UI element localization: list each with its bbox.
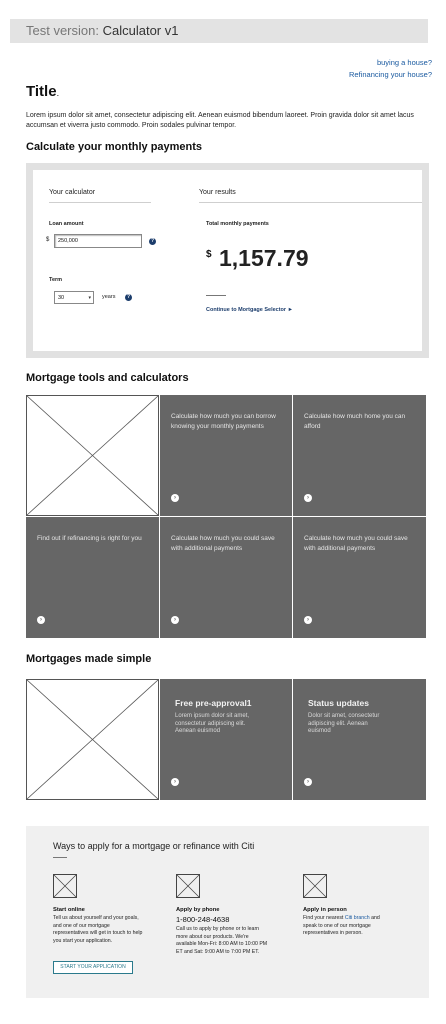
ways-heading: Ways to apply for a mortgage or refinance with Citi: [53, 841, 255, 851]
app-name: Calculator v1: [102, 23, 179, 38]
total-payments-label: Total monthly payments: [206, 221, 269, 227]
apply-phone-title: Apply by phone: [176, 907, 220, 913]
loan-amount-input[interactable]: 250,000: [54, 234, 142, 248]
loan-amount-label: Loan amount: [49, 221, 84, 227]
image-placeholder-icon: [26, 395, 159, 516]
buying-house-link[interactable]: buying a house?: [376, 58, 432, 67]
image-placeholder-icon: [303, 874, 327, 898]
term-select[interactable]: [54, 291, 94, 304]
circle-arrow-icon: ›: [171, 616, 179, 624]
help-icon[interactable]: ?: [150, 238, 155, 244]
tools-grid: [26, 395, 426, 638]
tool-tile-text: Calculate how much you can borrow knowing your monthly payments: [171, 413, 276, 430]
tool-tile[interactable]: [293, 517, 426, 638]
tool-tile[interactable]: [160, 517, 292, 638]
start-application-button[interactable]: START YOUR APPLICATION: [53, 961, 133, 974]
divider: [49, 202, 151, 203]
tool-tile[interactable]: [26, 517, 159, 638]
pre-approval-tile[interactable]: [160, 679, 292, 800]
apply-by-phone-column: [176, 907, 270, 956]
ways-to-apply-panel: [26, 826, 429, 998]
version-banner: [10, 19, 428, 43]
tool-tile-text: Calculate how much home you can afford: [304, 413, 406, 430]
intro-text: Lorem ipsum dolor sit amet, consectetur adipiscing elit. Aenean euismod bibendum laoreet. Proin gravida dolor sit amet lacus accumsan et viverra justo commodo. Proin sodales pulvinar tempor.: [26, 112, 414, 129]
circle-arrow-icon: ›: [304, 494, 312, 502]
refinancing-link[interactable]: Refinancing your house?: [349, 70, 432, 79]
calculator-card: [33, 170, 422, 351]
circle-arrow-icon: ›: [304, 778, 312, 786]
your-results-title: Your results: [199, 189, 236, 196]
monthly-payment-amount: 1,157.79: [219, 245, 309, 271]
term-value: 30: [58, 295, 65, 301]
circle-arrow-icon: ›: [171, 778, 179, 786]
top-links: [349, 57, 432, 81]
divider: [199, 202, 422, 203]
circle-arrow-icon: ›: [304, 616, 312, 624]
tile-title: Free pre-approval1: [175, 698, 252, 708]
continue-mortgage-selector-link[interactable]: Continue to Mortgage Selector ►: [206, 307, 294, 313]
tile-title: Status updates: [308, 698, 369, 708]
calculator-panel: [26, 163, 429, 358]
apply-person-desc: Find your nearest Citi branch and speak to one of our mortgage representatives in person.: [303, 915, 380, 936]
version-label: Test version: Calculator v1: [26, 23, 179, 38]
calculator-heading: Calculate your monthly payments: [26, 141, 203, 153]
result-currency: $: [206, 249, 212, 260]
term-label: Term: [49, 277, 63, 283]
citi-branch-link[interactable]: Citi branch: [344, 915, 370, 921]
chevron-down-icon: ▾: [88, 295, 91, 301]
image-placeholder-icon: [26, 679, 159, 800]
circle-arrow-icon: ›: [171, 494, 179, 502]
phone-number[interactable]: 1-800-248-4638: [176, 915, 230, 924]
start-online-desc: Tell us about yourself and your goals, and one of our mortgage representatives will get in touch to help you start your application.: [53, 915, 143, 944]
tools-heading: Mortgage tools and calculators: [26, 372, 189, 384]
simple-heading: Mortgages made simple: [26, 653, 152, 665]
start-online-column: [53, 907, 145, 945]
tile-body: Lorem ipsum dolor sit amet, consectetur adipiscing elit. Aenean euismod: [175, 713, 250, 734]
page-title: Title.: [26, 83, 60, 100]
tool-tile-text: Calculate how much you could save with additional payments: [171, 535, 275, 552]
apply-in-person-column: [303, 907, 387, 938]
circle-arrow-icon: ›: [37, 616, 45, 624]
tile-body: Dolor sit amet, consectetur adipiscing elit. Aenean euismod: [308, 713, 380, 734]
divider: [206, 295, 226, 296]
apply-phone-desc: Call us to apply by phone or to learn more about our products. We're available Mon-Fri: 8:00 AM to 10:00 PM ET and Sat: 9:00 AM to 7:00 PM ET.: [176, 926, 268, 955]
status-updates-tile[interactable]: [293, 679, 426, 800]
tool-tile-text: Calculate how much you could save with additional payments: [304, 535, 408, 552]
start-online-title: Start online: [53, 907, 85, 913]
divider: [53, 857, 67, 858]
tool-tile[interactable]: [293, 395, 426, 516]
tool-tile[interactable]: [160, 395, 292, 516]
apply-person-title: Apply in person: [303, 907, 347, 913]
term-unit: years: [102, 294, 116, 300]
image-placeholder-icon: [176, 874, 200, 898]
image-placeholder-icon: [53, 874, 77, 898]
help-icon[interactable]: ?: [126, 294, 131, 300]
tool-tile-text: Find out if refinancing is right for you: [37, 535, 142, 542]
your-calculator-title: Your calculator: [49, 189, 96, 196]
simple-grid: [26, 679, 426, 800]
currency-symbol: $: [46, 237, 50, 243]
